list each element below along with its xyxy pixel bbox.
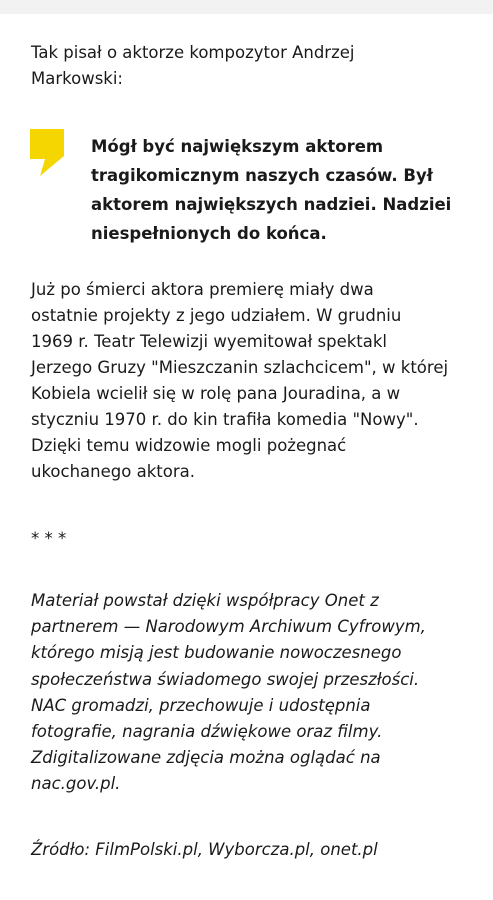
note-line: partnerem — Narodowym Archiwum Cyfrowym, [31, 617, 426, 637]
paragraph-line: Jerzego Gruzy "Mieszczanin szlachcicem", w której [31, 358, 449, 377]
body-paragraph [31, 277, 481, 485]
intro-line: Markowski: [31, 68, 123, 88]
paragraph-line: Dzięki temu widzowie mogli pożegnać [31, 436, 347, 455]
paragraph-line: styczniu 1970 r. do kin trafiła komedia "Nowy". [31, 410, 419, 429]
quote-line: niespełnionych do końca. [91, 224, 327, 243]
paragraph-line: ostatnie projekty z jego udziałem. W grudniu [31, 306, 402, 325]
quote-icon-shape [30, 129, 64, 176]
pull-quote [91, 132, 476, 248]
note-line: Materiał powstał dzięki współpracy Onet z [31, 591, 379, 610]
quote-line: Mógł być największym aktorem [91, 137, 384, 156]
intro-line: Tak pisał o aktorze kompozytor Andrzej [31, 43, 355, 62]
article-body [0, 14, 493, 900]
partner-note [31, 588, 476, 798]
note-line: nac.gov.pl. [31, 774, 121, 794]
quote-line: tragikomicznym naszych czasów. Był [91, 166, 433, 185]
intro-paragraph [31, 40, 471, 91]
paragraph-line: 1969 r. Teatr Telewizji wyemitował spektakl [31, 332, 388, 351]
paragraph-line: Kobiela wcielił się w rolę pana Jouradina, a w [31, 384, 401, 403]
note-line: NAC gromadzi, przechowuje i udostępnia [31, 695, 371, 715]
paragraph-line: Już po śmierci aktora premierę miały dwa [31, 280, 374, 299]
note-line: społeczeństwa świadomego swojej przeszłości. [31, 669, 420, 689]
quote-icon [30, 129, 64, 177]
quote-line: aktorem największych nadziei. Nadziei [91, 195, 452, 214]
section-separator: * * * [31, 529, 67, 548]
source-credit: Źródło: FilmPolski.pl, Wyborcza.pl, onet.pl [31, 840, 378, 859]
note-line: fotografie, nagrania dźwiękowe oraz filmy. [31, 722, 383, 742]
note-line: którego misją jest budowanie nowoczesnego [31, 643, 402, 663]
paragraph-line: ukochanego aktora. [31, 462, 195, 481]
note-line: Zdigitalizowane zdjęcia można oglądać na [31, 748, 381, 768]
